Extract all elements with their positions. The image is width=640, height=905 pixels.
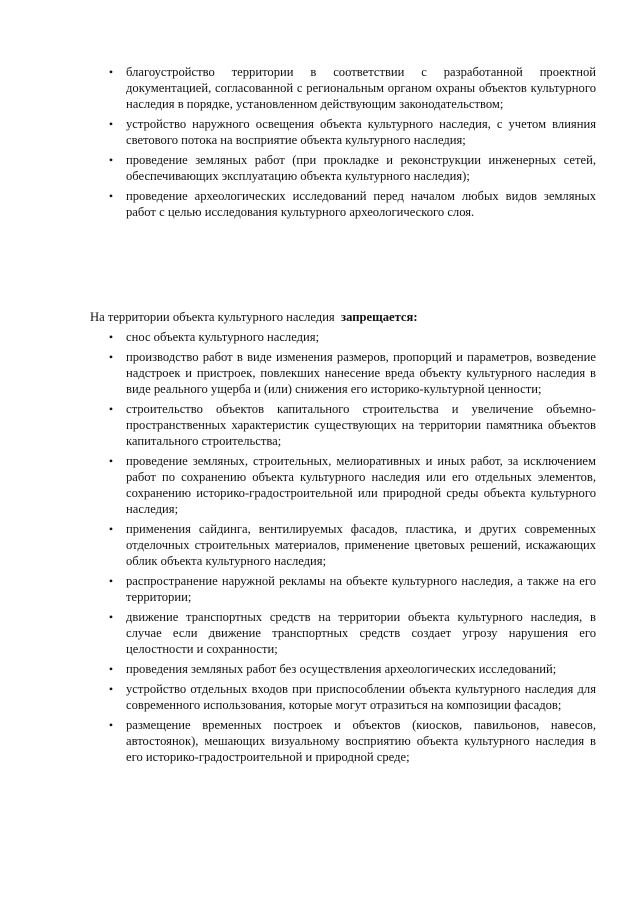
- bullet-icon: •: [108, 189, 114, 203]
- bullet-icon: •: [108, 402, 114, 416]
- list-item-text: строительство объектов капитального строительства и увеличение объемно-пространственных характеристик существующих на территории памятника объектов капитального строительства;: [126, 402, 596, 448]
- list-item-text: проведение археологических исследований перед началом любых видов земляных работ с целью исследования культурного археологического слоя.: [126, 189, 596, 219]
- bullet-icon: •: [108, 350, 114, 364]
- bullet-icon: •: [108, 454, 114, 468]
- list-item-text: производство работ в виде изменения размеров, пропорций и параметров, возведение надстроек и пристроек, повлекших нанесение вреда объекту культурного наследия в виде реального ущерба и (или) снижения его историко-культурной ценности;: [126, 350, 596, 396]
- prohibited-heading-text: На территории объекта культурного наследия: [90, 310, 335, 324]
- bullet-icon: •: [108, 117, 114, 131]
- list-item: [0, 521, 596, 569]
- list-item: [0, 329, 596, 345]
- list-item-text: распространение наружной рекламы на объекте культурного наследия, а также на его территории;: [126, 574, 596, 604]
- bullet-icon: •: [108, 718, 114, 732]
- list-item-text: проведение земляных работ (при прокладке и реконструкции инженерных сетей, обеспечивающих эксплуатацию объекта культурного наследия);: [126, 153, 596, 183]
- list-item-text: благоустройство территории в соответствии с разработанной проектной документацией, согласованной с региональным органом охраны объектов культурного наследия в порядке, установленном действующим законодательством;: [126, 65, 596, 111]
- list-item: [0, 681, 596, 713]
- list-item: [0, 349, 596, 397]
- prohibited-heading: [90, 309, 570, 325]
- list-item: [0, 717, 596, 765]
- prohibited-heading-emphasis: запрещается:: [341, 310, 418, 324]
- list-item-text: применения сайдинга, вентилируемых фасадов, пластика, и других современных отделочных строительных материалов, применение цветовых решений, искажающих облик объекта культурного наследия;: [126, 522, 596, 568]
- bullet-icon: •: [108, 330, 114, 344]
- bullet-icon: •: [108, 65, 114, 79]
- list-item-text: снос объекта культурного наследия;: [126, 330, 320, 344]
- list-item: [0, 609, 596, 657]
- list-item: [0, 152, 596, 184]
- permitted-works-list: [0, 64, 640, 224]
- list-item-text: устройство наружного освещения объекта культурного наследия, с учетом влияния светового потока на восприятие объекта культурного наследия;: [126, 117, 596, 147]
- list-item-text: размещение временных построек и объектов (киосков, павильонов, навесов, автостоянок), мешающих визуальному восприятию объекта культурного наследия в его историко-градостроительной и природной среде;: [126, 718, 596, 764]
- prohibited-works-list: [0, 329, 640, 769]
- list-item: [0, 188, 596, 220]
- list-item-text: устройство отдельных входов при приспособлении объекта культурного наследия для современного использования, которые могут отразиться на композиции фасадов;: [126, 682, 596, 712]
- list-item: [0, 573, 596, 605]
- list-item: [0, 453, 596, 517]
- list-item-text: проведения земляных работ без осуществления археологических исследований;: [126, 662, 557, 676]
- bullet-icon: •: [108, 153, 114, 167]
- list-item: [0, 116, 596, 148]
- list-item: [0, 401, 596, 449]
- list-item-text: движение транспортных средств на территории объекта культурного наследия, в случае если движение транспортных средств создает угрозу нарушения его целостности и сохранности;: [126, 610, 596, 656]
- bullet-icon: •: [108, 662, 114, 676]
- bullet-icon: •: [108, 682, 114, 696]
- list-item: [0, 64, 596, 112]
- bullet-icon: •: [108, 522, 114, 536]
- list-item: [0, 661, 596, 677]
- list-item-text: проведение земляных, строительных, мелиоративных и иных работ, за исключением работ по сохранению объекта культурного наследия или его отдельных элементов, сохранению историко-градостроительной или природной среды объекта культурного наследия;: [126, 454, 596, 516]
- bullet-icon: •: [108, 610, 114, 624]
- bullet-icon: •: [108, 574, 114, 588]
